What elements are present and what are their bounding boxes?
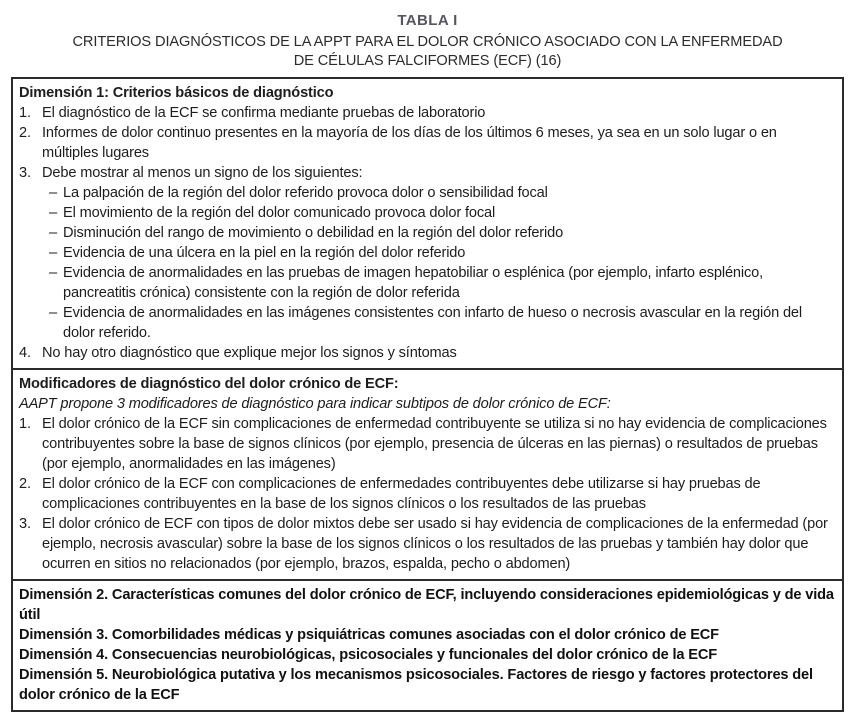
list-item <box>19 343 836 363</box>
list-item <box>19 163 836 183</box>
dimension-5-row: Dimensión 5. Neurobiológica putativa y los mecanismos psicosociales. Factores de riesgo y factores protectores del dolor crónico de la ECF <box>19 667 813 703</box>
dimension-1-heading: Dimensión 1: Criterios básicos de diagnóstico <box>19 85 334 101</box>
criteria-table <box>11 77 844 712</box>
table-caption <box>11 9 844 77</box>
dimension-2-row: Dimensión 2. Características comunes del dolor crónico de ECF, incluyendo consideraciones epidemiológicas y de vida útil <box>19 587 834 623</box>
list-item <box>19 514 836 574</box>
item-text: El dolor crónico de la ECF con complicaciones de enfermedades contribuyentes debe utilizarse si hay pruebas de complicaciones contribuyentes en la base de los signos clínicos o los resultados de las pruebas <box>42 476 761 512</box>
item-text: Informes de dolor continuo presentes en la mayoría de los días de los últimos 6 meses, ya sea en un solo lugar o en múltiples lugares <box>42 125 777 161</box>
table-label: TABLA I <box>397 12 458 29</box>
dash-marker: – <box>49 245 57 261</box>
section-modifiers <box>13 368 842 579</box>
dimension-3-row: Dimensión 3. Comorbilidades médicas y psiquiátricas comunes asociadas con el dolor crónico de ECF <box>19 627 719 643</box>
item-text: Evidencia de anormalidades en las imágenes consistentes con infarto de hueso o necrosis avascular en la región del dolor referido. <box>63 305 802 341</box>
item-number: 2. <box>19 125 31 141</box>
dimension-4-row: Dimensión 4. Consecuencias neurobiológicas, psicosociales y funcionales del dolor crónico de la ECF <box>19 647 717 663</box>
item-text: La palpación de la región del dolor referido provoca dolor o sensibilidad focal <box>63 185 548 201</box>
item-text: El dolor crónico de ECF con tipos de dolor mixtos debe ser usado si hay evidencia de complicaciones de la enfermedad (por ejemplo, necrosis avascular) sobre la base de los signos clínicos o los resultados de las pruebas y también hay dolor que ocurren en sitios no relacionados (por ejemplo, brazos, espalda, pecho o abdomen) <box>42 516 828 572</box>
item-text: No hay otro diagnóstico que explique mejor los signos y síntomas <box>42 345 457 361</box>
list-item <box>19 123 836 163</box>
list-item <box>19 103 836 123</box>
item-text: El diagnóstico de la ECF se confirma mediante pruebas de laboratorio <box>42 105 486 121</box>
dash-marker: – <box>49 225 57 241</box>
item-number: 3. <box>19 165 31 181</box>
sub-list-item <box>19 303 836 343</box>
item-text: El movimiento de la región del dolor comunicado provoca dolor focal <box>63 205 496 221</box>
modifiers-heading: Modificadores de diagnóstico del dolor crónico de ECF: <box>19 376 399 392</box>
dash-marker: – <box>49 205 57 221</box>
table-title-line-2: DE CÉLULAS FALCIFORMES (ECF) (16) <box>293 53 562 69</box>
item-number: 3. <box>19 516 31 532</box>
item-number: 1. <box>19 105 31 121</box>
dash-marker: – <box>49 185 57 201</box>
sub-list-item <box>19 263 836 303</box>
sub-list-item <box>19 203 836 223</box>
sub-list-item <box>19 223 836 243</box>
item-text: Evidencia de anormalidades en las pruebas de imagen hepatobiliar o esplénica (por ejemplo, infarto esplénico, pancreatitis crónica) consistente con la región de dolor referida <box>63 265 763 301</box>
sub-list-item <box>19 243 836 263</box>
modifiers-subheading: AAPT propone 3 modificadores de diagnóstico para indicar subtipos de dolor crónico de ECF: <box>19 396 611 412</box>
section-dimensions-2-5 <box>13 579 842 710</box>
dash-marker: – <box>49 265 57 281</box>
item-text: Evidencia de una úlcera en la piel en la región del dolor referido <box>63 245 466 261</box>
item-text: El dolor crónico de la ECF sin complicaciones de enfermedad contribuyente se utiliza si no hay evidencia de complicaciones contribuyentes sobre la base de signos clínicos (por ejemplo, presencia de úlceras en las piernas) o resultados de pruebas (por ejemplo, anormalidades en las imágenes) <box>42 416 827 472</box>
list-item <box>19 474 836 514</box>
item-number: 2. <box>19 476 31 492</box>
item-text: Debe mostrar al menos un signo de los siguientes: <box>42 165 363 181</box>
item-number: 4. <box>19 345 31 361</box>
sub-list-item <box>19 183 836 203</box>
list-item <box>19 414 836 474</box>
dash-marker: – <box>49 305 57 321</box>
table-title-line-1: CRITERIOS DIAGNÓSTICOS DE LA APPT PARA EL DOLOR CRÓNICO ASOCIADO CON LA ENFERMEDAD <box>72 34 783 50</box>
section-dimension-1 <box>13 79 842 368</box>
item-number: 1. <box>19 416 31 432</box>
item-text: Disminución del rango de movimiento o debilidad en la región del dolor referido <box>63 225 564 241</box>
